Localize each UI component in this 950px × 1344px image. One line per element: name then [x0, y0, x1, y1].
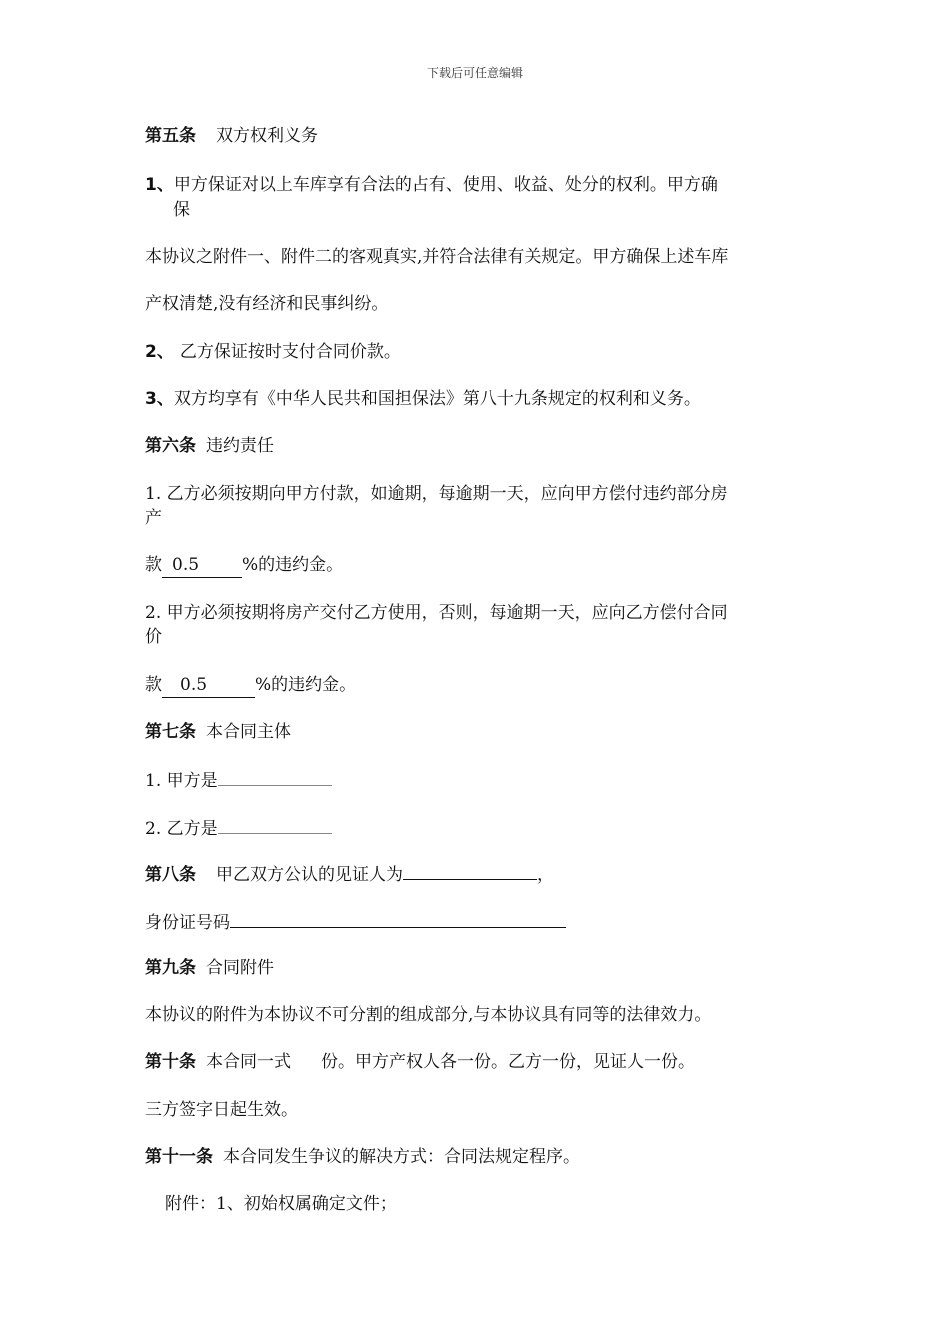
article-6-heading: [145, 434, 274, 458]
article-10-line: [145, 1050, 695, 1074]
article-9-subtitle: 合同附件: [206, 958, 274, 978]
article-11-title: 第十一条: [145, 1147, 213, 1167]
penalty-prefix: 款: [145, 675, 162, 695]
article-6-item-1-penalty: [145, 553, 343, 578]
penalty-suffix: %的违约金。: [255, 675, 357, 695]
article-11-line: [145, 1145, 580, 1169]
article-9-heading: [145, 956, 274, 980]
page-header: 下载后可任意编辑: [426, 66, 523, 80]
penalty-rate-field: 0.5: [162, 673, 255, 698]
copies-text: 份。甲方产权人各一份。乙方一份，见证人一份。: [321, 1052, 695, 1072]
party-a-label: 1. 甲方是: [145, 771, 218, 791]
penalty-rate-field: 0.5: [162, 553, 242, 578]
item-number: 1、: [145, 175, 174, 195]
article-9-title: 第九条: [145, 958, 196, 978]
article-5-item-2: [145, 340, 401, 364]
article-6-item-2: 2. 甲方必须按期将房产交付乙方使用，否则，每逾期一天，应向乙方偿付合同: [145, 603, 728, 623]
penalty-prefix: 款: [145, 555, 162, 575]
witness-blank: [403, 861, 537, 880]
party-a-blank: [218, 767, 332, 786]
penalty-suffix: %的违约金。: [242, 555, 344, 575]
party-b-label: 2. 乙方是: [145, 819, 218, 839]
article-7-item-2: [145, 815, 332, 841]
article-5-item-1: [145, 173, 718, 197]
article-6-subtitle: 违约责任: [206, 436, 274, 456]
article-5-paragraph-1: 本协议之附件一、附件二的客观真实,并符合法律有关规定。甲方确保上述车库: [145, 247, 729, 267]
article-5-title: 第五条: [145, 126, 196, 146]
article-10-effective: 三方签字日起生效。: [145, 1100, 298, 1120]
article-5-item-3: [145, 387, 701, 411]
article-8-id-line: [145, 909, 566, 935]
article-7-item-1: [145, 767, 332, 793]
id-number-label: 身份证号码: [145, 913, 230, 933]
article-5-item-1-wrap: 保: [173, 200, 190, 220]
article-6-item-1-wrap: 产: [145, 508, 162, 528]
article-10-title: 第十条: [145, 1052, 196, 1072]
article-9-text: 本协议的附件为本协议不可分割的组成部分,与本协议具有同等的法律效力。: [145, 1005, 712, 1025]
copies-label: 本合同一式: [206, 1052, 291, 1072]
article-7-subtitle: 本合同主体: [206, 722, 291, 742]
article-5-heading: [145, 124, 318, 148]
item-text: 双方均享有《中华人民共和国担保法》第八十九条规定的权利和义务。: [173, 389, 701, 409]
article-8-line: [145, 861, 554, 887]
item-text: 乙方保证按时支付合同价款。: [179, 342, 401, 362]
article-7-title: 第七条: [145, 722, 196, 742]
article-8-title: 第八条: [145, 865, 196, 885]
article-6-item-2-wrap: 价: [145, 627, 162, 647]
article-6-item-1: 1. 乙方必须按期向甲方付款，如逾期，每逾期一天，应向甲方偿付违约部分房: [145, 484, 728, 504]
id-number-blank: [230, 909, 566, 928]
article-11-text: 本合同发生争议的解决方式：合同法规定程序。: [223, 1147, 580, 1167]
article-5-subtitle: 双方权利义务: [216, 126, 318, 146]
article-6-title: 第六条: [145, 436, 196, 456]
attachment-line: 附件：1、初始权属确定文件；: [165, 1194, 397, 1214]
comma: ，: [537, 865, 554, 885]
item-number: 3、: [145, 389, 174, 409]
item-number: 2、: [145, 342, 174, 362]
witness-label: 甲乙双方公认的见证人为: [216, 865, 403, 885]
party-b-blank: [218, 815, 332, 834]
article-5-paragraph-2: 产权清楚,没有经济和民事纠纷。: [145, 294, 389, 314]
item-text: 甲方保证对以上车库享有合法的占有、使用、收益、处分的权利。甲方确: [173, 175, 718, 195]
article-6-item-2-penalty: [145, 673, 356, 698]
article-7-heading: [145, 720, 291, 744]
